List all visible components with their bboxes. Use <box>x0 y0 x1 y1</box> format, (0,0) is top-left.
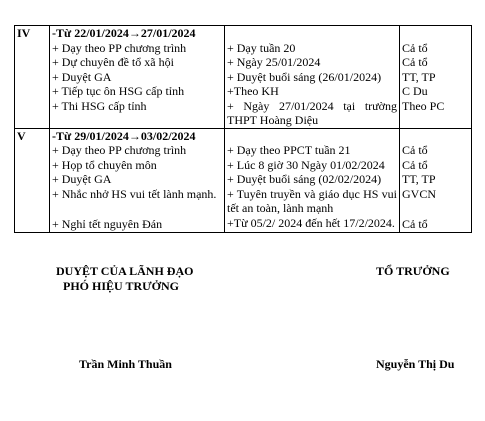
owner-item: Cả tổ <box>402 157 428 172</box>
detail-item: + Duyệt buổi sáng (26/01/2024) <box>227 69 382 84</box>
task-item: + Thi HSG cấp tỉnh <box>52 98 147 113</box>
task-item: + Tiếp tục ôn HSG cấp tỉnh <box>52 84 185 98</box>
task-item: + Duyệt GA <box>52 172 112 186</box>
owner-item: GVCN <box>402 186 437 201</box>
detail-item: + Duyệt buổi sáng (02/02/2024) <box>227 172 382 186</box>
detail-cell <box>225 26 400 129</box>
task-item: + Duyệt GA <box>52 69 112 84</box>
task-cell <box>50 26 225 129</box>
owner-item: TT, TP <box>402 69 436 84</box>
vice-principal-name: Trần Minh Thuần <box>79 357 172 371</box>
owner-item: C Du <box>402 84 428 98</box>
team-leader-name: Nguyễn Thị Du <box>376 357 455 371</box>
task-item: + Dự chuyên đề tổ xã hội <box>52 55 174 69</box>
task-item: + Dạy theo PP chương trình <box>52 40 187 55</box>
task-item: + Nghỉ tết nguyên Đán <box>52 217 163 231</box>
date-range: -Từ 29/01/2024→03/02/2024 <box>52 128 196 143</box>
owner-cell <box>400 128 472 232</box>
table-row <box>15 128 472 232</box>
detail-item: +Theo KH <box>227 84 279 98</box>
owner-item: TT, TP <box>402 172 436 186</box>
week-number: V <box>15 128 50 232</box>
detail-item: + Dạy tuần 20 <box>227 40 296 55</box>
detail-item: +Từ 05/2/ 2024 đến hết 17/2/2024. <box>227 215 395 230</box>
table-row <box>15 26 472 129</box>
owner-item: Cả tổ <box>402 217 428 231</box>
owner-item: Cả tổ <box>402 40 428 55</box>
owner-item: Cả tổ <box>402 143 428 157</box>
vice-principal-title: PHÓ HIỆU TRƯỞNG <box>63 279 180 293</box>
team-leader-title: TỔ TRƯỞNG <box>376 264 450 278</box>
date-range: -Từ 22/01/2024→27/01/2024 <box>52 26 196 40</box>
approval-title: DUYỆT CỦA LÃNH ĐẠO <box>56 264 194 278</box>
detail-item: + Tuyên truyền và giáo dục HS vui tết an toàn, lành mạnh <box>227 186 397 215</box>
task-item: + Nhắc nhở HS vui tết lành mạnh. <box>52 186 217 201</box>
schedule-table <box>14 25 472 233</box>
detail-item: + Ngày 25/01/2024 <box>227 55 321 69</box>
task-item: + Họp tổ chuyên môn <box>52 157 157 172</box>
detail-cell <box>225 128 400 232</box>
owner-item: Theo PC <box>402 98 445 113</box>
owner-item: Cả tổ <box>402 55 428 69</box>
detail-item: + Ngày 27/01/2024 tại trường THPT Hoàng Diệu <box>227 98 397 127</box>
detail-item: + Dạy theo PPCT tuần 21 <box>227 143 351 157</box>
owner-cell <box>400 26 472 129</box>
task-cell <box>50 128 225 232</box>
detail-item: + Lúc 8 giờ 30 Ngày 01/02/2024 <box>227 157 385 172</box>
task-item: + Dạy theo PP chương trình <box>52 143 187 157</box>
week-number: IV <box>15 26 50 129</box>
